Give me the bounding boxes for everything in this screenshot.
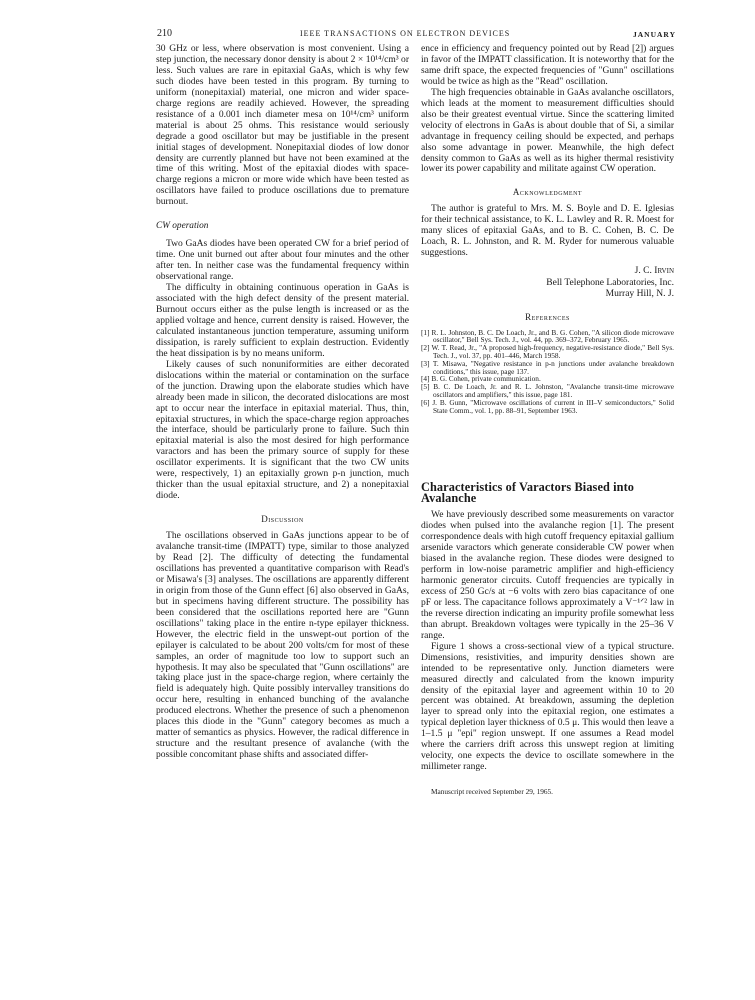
left-column [156, 44, 409, 761]
high-frequency-paragraph: The high frequencies obtainable in GaAs avalanche oscillators, which leads at the moment to measurement difficulties should also be their greatest eventual virtue. Since the scattering limited velocity of electrons in GaAs is about double that of Si, a similar advantage in frequency ceiling should be expected, and perhaps also some advantage in power. Meanwhile, the high defect density common to GaAs as well as its higher thermal resistivity lower its power capability and militate against CW operation. [421, 86, 674, 175]
acknowledgment-heading: Acknowledgment [512, 187, 583, 198]
right-column [421, 44, 674, 798]
author-signature [421, 265, 674, 300]
page-number: 210 [157, 28, 172, 39]
manuscript-footnote: Manuscript received September 29, 1965. [431, 787, 553, 797]
continuation-paragraph: ence in efficiency and frequency pointed out by Read [2]) argues in favor of the IMPATT classification. It is noteworthy that for the same drift space, the expected frequencies of "Gunn" oscillations would be twice as high as the "Read" oscillation. [421, 43, 674, 87]
cw-paragraph: Two GaAs diodes have been operated CW for a brief period of time. One unit burned out after about four minutes and the other after ten. In neither case was the fundamental frequency within observational range. [156, 238, 409, 283]
author-name: J. C. Irvin [634, 265, 674, 277]
discussion-paragraph: The oscillations observed in GaAs junctions appear to be of avalanche transit-time (IMPATT) type, similar to those analyzed by Read [2]. The difficulty of detecting the fundamental oscillations has prevented a quantitative comparison with Read's or Misawa's [3] analyses. The oscillations are apparently different in origin from those of the Gunn effect [6] also observed in GaAs, but in specimens having different structure. The possibility has been considered that the oscillations reported here are "Gunn oscillations" taking place in the entire n-type epilayer thickness. However, the electric field in the unswept-out portion of the epilayer is calculated to be about 200 volts/cm for most of these samples, an order of magnitude too low to support such an hypothesis. It may also be speculated that "Gunn oscillations" are taking place just in the space-charge region, where certainly the field is adequately high. Quite possibly intervalley transitions do occur here, resulting in enhanced bunching of the avalanche produced electrons. Whether the presence of such a phenomenon places this diode in the "Gunn" category becomes as much a matter of semantics as physics. However, the radical difference in structure and the resultant presence of avalanche (with the possible concomitant phase shifts and associated differ- [156, 530, 409, 761]
reference-item: [4] B. G. Cohen, private communication. [421, 374, 541, 384]
reference-list [421, 329, 674, 415]
cw-paragraph: The difficulty in obtaining continuous operation in GaAs is associated with the high defect density of the present material. Burnout occurs either as the pulse length is increased or as the applied voltage and hence, current density is raised. However, the calculated instantaneous junction temperature, assuming uniform dissipation, is rarely sufficient to explain destruction. Evidently the heat dissipation is by no means uniform. [156, 282, 409, 359]
reference-item: [5] B. C. De Loach, Jr. and R. L. Johnston, "Avalanche transit-time microwave oscillators and amplifiers," this issue, page 181. [421, 382, 674, 399]
author-location: Murray Hill, N. J. [605, 288, 674, 300]
reference-item: [2] W. T. Read, Jr., "A proposed high-frequency, negative-resistance diode," Bell Sys. Tech. J., vol. 37, pp. 401–446, March 1958. [421, 343, 674, 360]
cw-operation-heading: CW operation [156, 221, 209, 232]
article-paragraph: We have previously described some measurements on varactor diodes when pulsed into the avalanche region [1]. The present correspondence deals with high cutoff frequency epitaxial gallium arsenide varactors which generate considerable CW power when biased in the avalanche region. These diodes were designed to perform in low-noise parametric amplifier and high-efficiency harmonic generator circuits. Cutoff frequencies are typically in excess of 250 Gc/s at −6 volts with zero bias capacitance of one pF or less. The capacitance follows approximately a V⁻¹ᐟ² law in the reverse direction indicating an impurity profile somewhat less than abrupt. Breakdown voltages were typically in the 25–36 V range. [421, 509, 674, 641]
reference-item: [3] T. Misawa, "Negative resistance in p-n junctions under avalanche breakdown conditions," this issue, page 137. [421, 358, 674, 376]
discussion-heading: Discussion [261, 514, 304, 525]
article-paragraph: Figure 1 shows a cross-sectional view of a typical structure. Dimensions, resistivities, and impurity densities shown are intended to be representative only. Junction diameters were measured directly and calculated from the known impurity density of the epitaxial layer and agreement within 10 to 20 percent was obtained. At breakdown, assuming the depletion layer to spread only into the epitaxial region, one estimates a typical depletion layer thickness of 0.5 μ. This would then leave a 1–1.5 μ "epi" region unswept. If one assumes a Read model where the carriers drift across this unswept region at limiting velocity, one expects the device to oscillate somewhere in the millimeter range. [421, 640, 674, 773]
author-affiliation: Bell Telephone Laboratories, Inc. [546, 276, 674, 288]
references-heading: References [525, 311, 570, 322]
article-title: Characteristics of Varactors Biased into Avalanche [421, 480, 635, 506]
reference-item: [1] R. L. Johnston, B. C. De Loach, Jr., and B. G. Cohen, "A silicon diode microwave oscillator," Bell Sys. Tech. J., vol. 44, pp. 369–372, February 1965. [421, 327, 674, 345]
cw-paragraph: Likely causes of such nonuniformities are either decorated dislocations within the material or contamination on the surface of the junction. Drawing upon the elaborate studies which have already been made in silicon, the decorated dislocations are most apt to occur near the interface in epitaxial material. Thus, thin, epitaxial structures, in which the space-charge region approaches the interface, should be particularly prone to failure. Such thin epitaxial material is also the most desired for high performance varactors and has been the primary source of supply for these oscillator experiments. It is significant that the two CW units were, respectively, 1) an epitaxially grown p-n junction, much thicker than the usual epitaxial structure, and 2) a nonepitaxial diode. [156, 358, 409, 502]
running-head: IEEE TRANSACTIONS ON ELECTRON DEVICES [300, 29, 511, 38]
acknowledgment-paragraph: The author is grateful to Mrs. M. S. Boyle and D. E. Iglesias for their technical assistance, to K. L. Lawley and R. R. Moest for many slices of epitaxial GaAs, and to B. C. Cohen, B. C. De Loach, R. L. Johnston, and R. M. Ryder for numerous valuable suggestions. [421, 203, 674, 259]
issue-month: JANUARY [633, 30, 676, 39]
intro-paragraph: 30 GHz or less, where observation is most convenient. Using a step junction, the necessary donor density is about 2 × 10¹⁴/cm³ or less. Such values are rare in epitaxial GaAs, which is why few such diodes have been tested in this program. By turning to uniform (nonepitaxial) material, one micron and wider space-charge regions are readily achieved. However, the spreading resistance of a 0.001 inch diameter mesa on 10¹⁴/cm³ uniform material is about 25 ohms. This resistance would seriously degrade a good oscillator but may be justifiable in the present initial stages of development. Nonepitaxial diodes of low donor density are currently planned but have not been examined at the time of this writing. Most of the epitaxial diodes with space-charge regions a micron or more wide which have been tested as oscillators have failed to produce oscillations due to premature burnout. [156, 43, 409, 208]
reference-item: [6] J. B. Gunn, "Microwave oscillations of current in III–V semiconductors," Solid State Comm., vol. 1, pp. 88–91, September 1963. [421, 397, 674, 415]
